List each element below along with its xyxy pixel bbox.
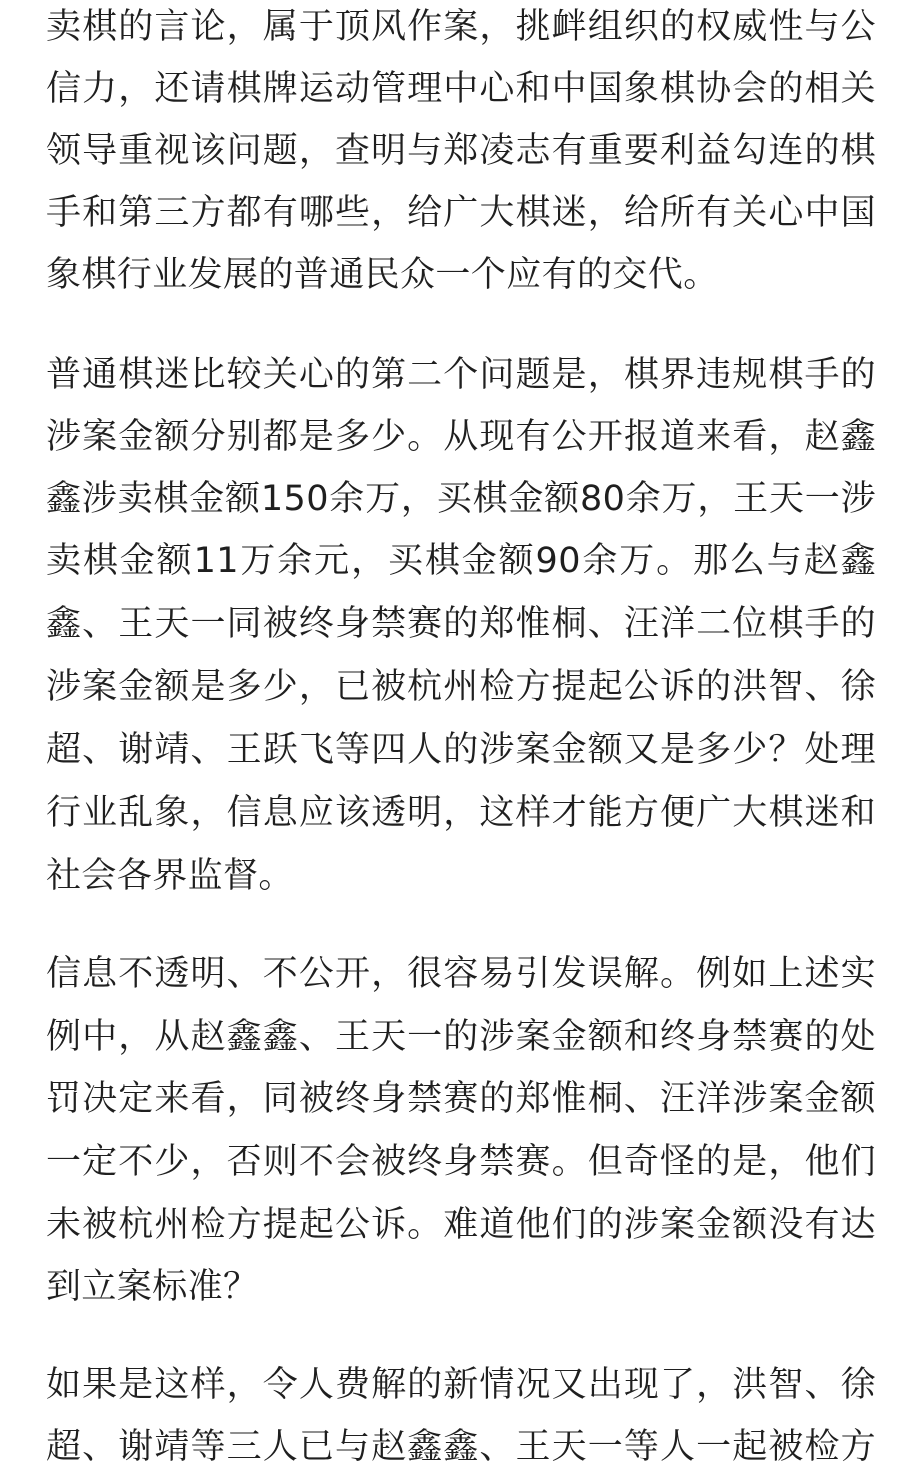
article-text-line: 如果是这样，令人费解的新情况又出现了，洪智、徐 [46, 1365, 876, 1405]
article-text-line: 到立案标准？ [46, 1267, 259, 1307]
article-text-line: 卖棋金额11万余元，买棋金额90余万。那么与赵鑫 [46, 541, 876, 581]
article-text-line: 一定不少，否则不会被终身禁赛。但奇怪的是，他们 [46, 1142, 876, 1182]
article-text-line: 行业乱象，信息应该透明，这样才能方便广大棋迷和 [46, 793, 876, 833]
article-text-line: 未被杭州检方提起公诉。难道他们的涉案金额没有达 [46, 1205, 876, 1245]
article-text-line: 社会各界监督。 [46, 856, 294, 896]
article-text-line: 例中，从赵鑫鑫、王天一的涉案金额和终身禁赛的处 [46, 1017, 876, 1057]
article-text-line: 信息不透明、不公开，很容易引发误解。例如上述实 [46, 954, 876, 994]
article-text-line: 涉案金额分别都是多少。从现有公开报道来看，赵鑫 [46, 417, 876, 457]
article-text-line: 象棋行业发展的普通民众一个应有的交代。 [46, 255, 719, 295]
article-text-line: 卖棋的言论，属于顶风作案，挑衅组织的权威性与公 [46, 7, 876, 47]
article-text-line: 鑫涉卖棋金额150余万，买棋金额80余万，王天一涉 [46, 479, 876, 519]
article-text-line: 领导重视该问题，查明与郑凌志有重要利益勾连的棋 [46, 131, 876, 171]
article-text-line: 涉案金额是多少，已被杭州检方提起公诉的洪智、徐 [46, 667, 876, 707]
article-text-line: 超、谢靖、王跃飞等四人的涉案金额又是多少？处理 [46, 730, 876, 770]
article-text-line: 罚决定来看，同被终身禁赛的郑惟桐、汪洋涉案金额 [46, 1079, 876, 1119]
article-text-line: 鑫、王天一同被终身禁赛的郑惟桐、汪洋二位棋手的 [46, 604, 876, 644]
article-text-line: 超、谢靖等三人已与赵鑫鑫、王天一等人一起被检方 [46, 1427, 876, 1467]
article-text-line: 普通棋迷比较关心的第二个问题是，棋界违规棋手的 [46, 355, 876, 395]
article-text-line: 信力，还请棋牌运动管理中心和中国象棋协会的相关 [46, 69, 876, 109]
article-text-line: 手和第三方都有哪些，给广大棋迷，给所有关心中国 [46, 193, 876, 233]
